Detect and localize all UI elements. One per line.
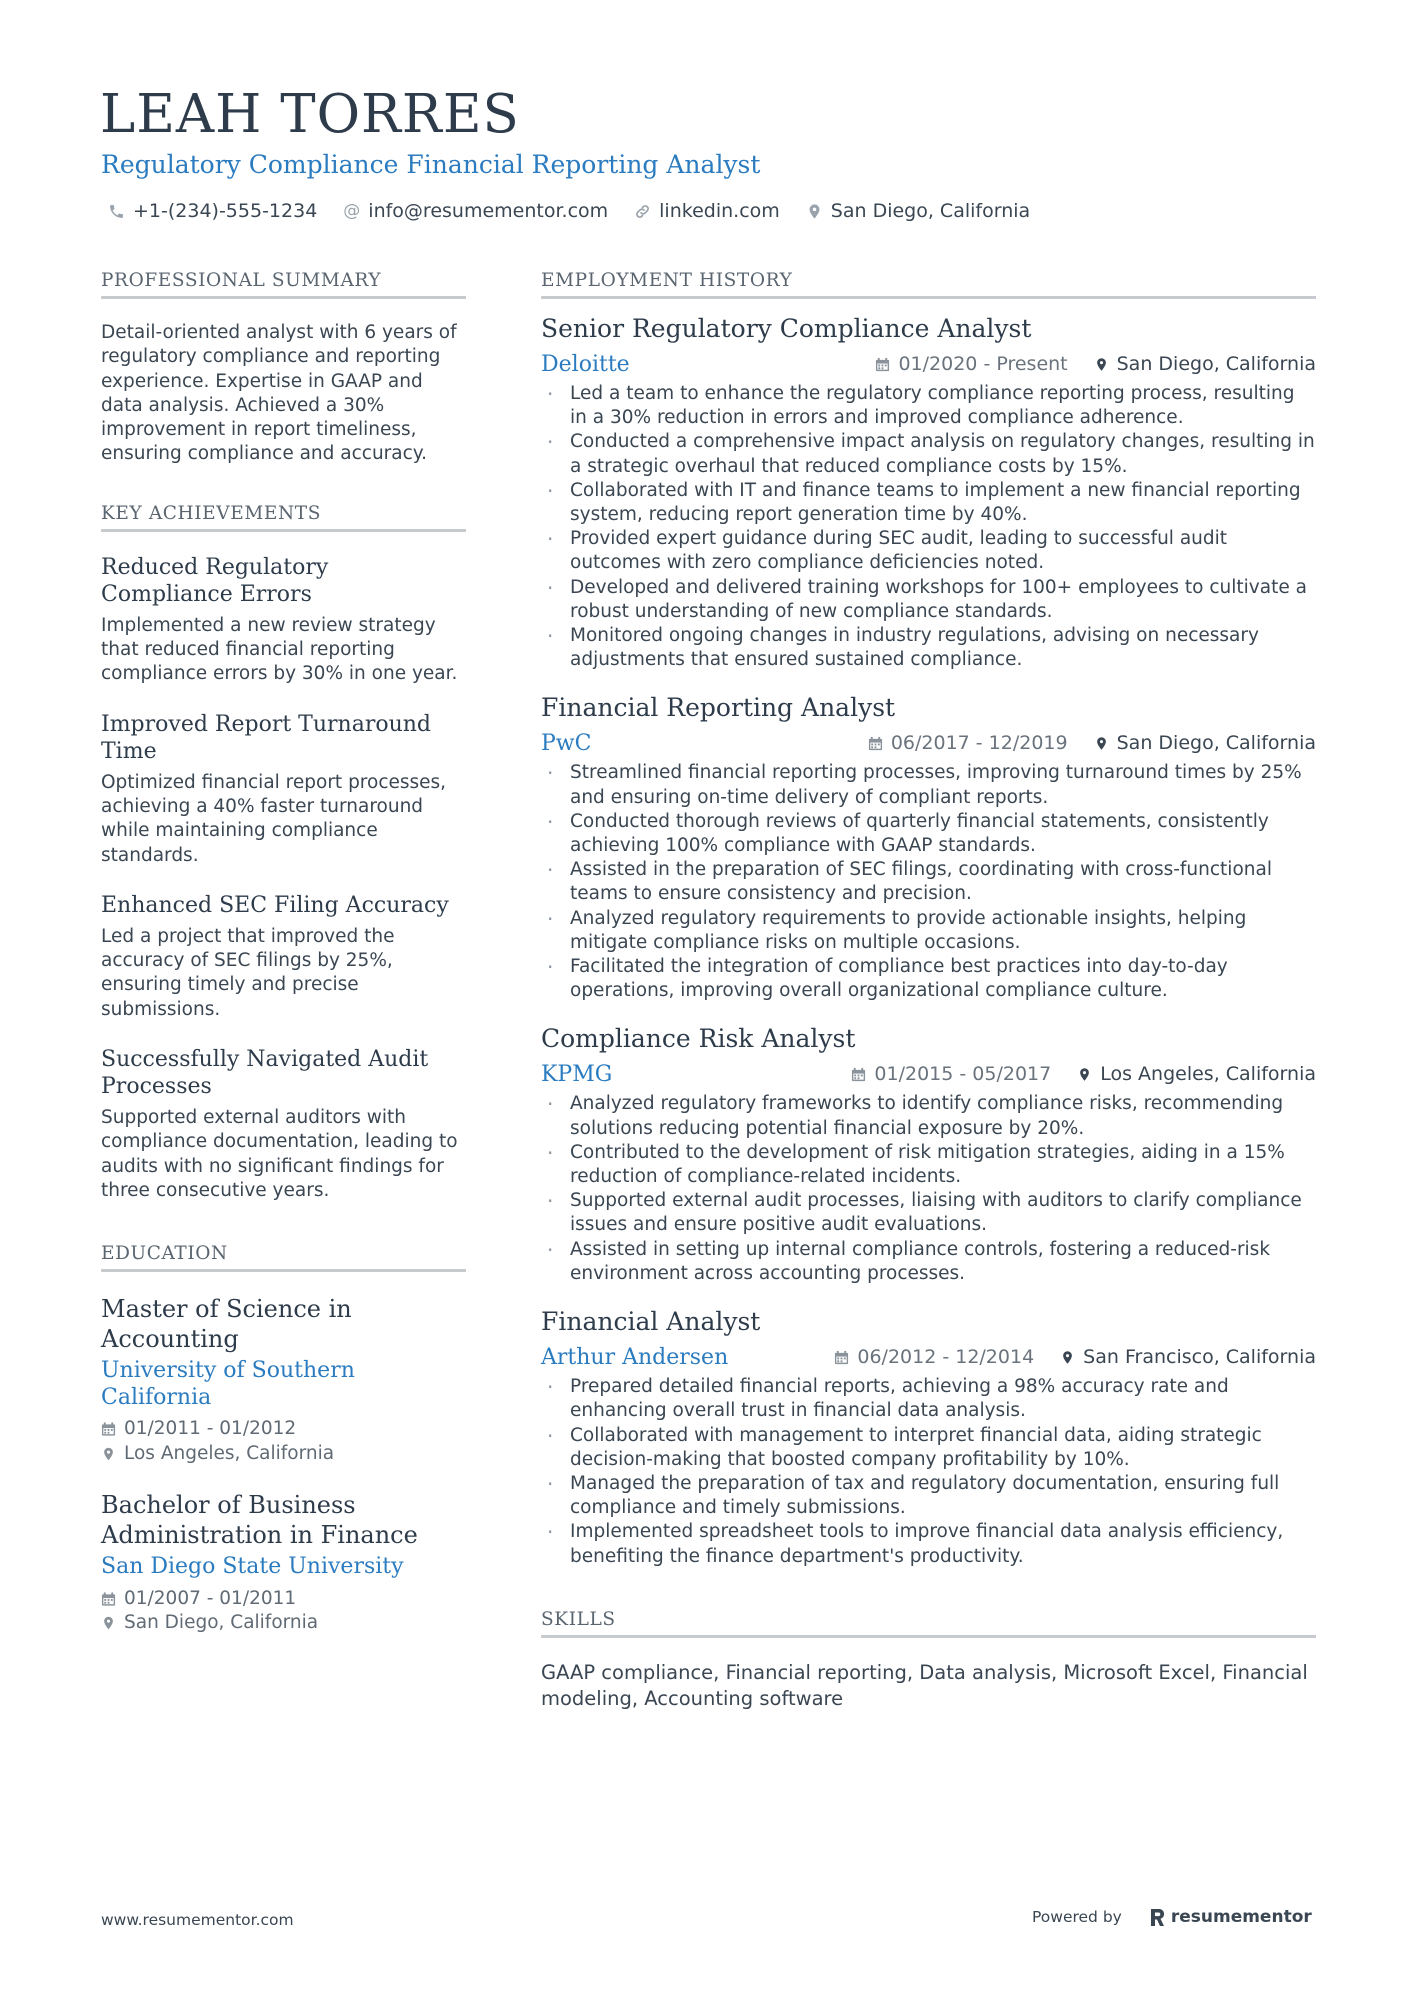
job-bullet: · Assisted in the preparation of SEC filings, coordinating with cross-functional teams to ensure consistency and precision. — [541, 858, 1316, 906]
education-degree: Master of Science in Accounting — [101, 1295, 352, 1354]
achievement-title: Improved Report Turnaround Time — [101, 711, 432, 764]
achievement-text: Optimized financial report processes, achieving a 40% faster turnaround while maintaining compliance standards. — [101, 771, 447, 866]
job-company: Arthur Andersen — [541, 1344, 729, 1370]
map-pin-icon — [1094, 735, 1109, 752]
location-text: San Diego, California — [830, 200, 1031, 222]
job-location — [1060, 1346, 1316, 1368]
map-pin-icon — [1060, 1349, 1075, 1366]
education-location-text: Los Angeles, California — [124, 1442, 335, 1464]
calendar-icon — [101, 1421, 116, 1437]
job-bullet: · Developed and delivered training workshops for 100+ employees to cultivate a robust understanding of new compliance standards. — [541, 576, 1316, 624]
job-meta — [868, 732, 1316, 754]
summary-heading: PROFESSIONAL SUMMARY — [101, 270, 466, 299]
job-bullet: · Conducted a comprehensive impact analysis on regulatory changes, resulting in a strategic overhaul that reduced compliance costs by 15%. — [541, 430, 1316, 478]
job-bullet: · Conducted thorough reviews of quarterly financial statements, consistently achieving 100% compliance with GAAP standards. — [541, 810, 1316, 858]
job-bullet: · Streamlined financial reporting processes, improving turnaround times by 25% and ensuring on-time delivery of compliant reports. — [541, 761, 1316, 809]
job-header — [541, 1342, 1316, 1372]
job-dates — [868, 732, 1068, 754]
job-bullet: · Assisted in setting up internal compliance controls, fostering a reduced-risk environment across accounting processes. — [541, 1238, 1316, 1286]
achievement-item — [101, 892, 466, 1022]
achievement-item — [101, 711, 466, 868]
job-location-text: San Diego, California — [1116, 353, 1316, 375]
education-item — [101, 1490, 466, 1636]
job-dates-text: 01/2015 - 05/2017 — [874, 1063, 1052, 1086]
right-column — [541, 270, 1316, 1712]
education-dates-text: 01/2007 - 01/2011 — [124, 1587, 297, 1609]
link-icon — [634, 203, 651, 220]
contact-linkedin[interactable] — [634, 200, 780, 222]
job-bullet: · Analyzed regulatory requirements to provide actionable insights, helping mitigate compliance risks on multiple occasions. — [541, 907, 1316, 955]
achievement-text: Led a project that improved the accuracy of SEC filings by 25%, ensuring timely and precise submissions. — [101, 925, 395, 1020]
job-bullet: · Managed the preparation of tax and regulatory documentation, ensuring full compliance and timely submissions. — [541, 1472, 1316, 1520]
job-dates — [834, 1346, 1034, 1368]
powered-by-label: Powered by — [1032, 1908, 1122, 1926]
map-pin-icon — [1094, 356, 1109, 373]
job-entry — [541, 1023, 1316, 1286]
job-title: Financial Reporting Analyst — [541, 693, 896, 723]
achievement-item — [101, 554, 466, 687]
footer-url[interactable]: www.resumementor.com — [101, 1911, 294, 1929]
calendar-icon — [875, 356, 890, 373]
achievement-title: Enhanced SEC Filing Accuracy — [101, 892, 449, 918]
contact-email[interactable] — [343, 200, 608, 222]
phone-text: +1-(234)-555-1234 — [133, 200, 318, 222]
education-degree: Bachelor of Business Administration in Finance — [101, 1491, 418, 1550]
employment-heading: EMPLOYMENT HISTORY — [541, 270, 1316, 299]
calendar-icon — [851, 1066, 866, 1083]
job-bullets — [541, 382, 1316, 672]
skills-text: GAAP compliance, Financial reporting, Data analysis, Microsoft Excel, Financial modeling, Accounting software — [541, 1660, 1308, 1710]
summary-text: Detail-oriented analyst with 6 years of regulatory compliance and reporting experience. Expertise in GAAP and data analysis. Achieved a 30% improvement in report timeliness, ensuring compliance and accuracy. — [101, 322, 457, 465]
education-dates-text: 01/2011 - 01/2012 — [124, 1418, 297, 1440]
job-bullet: · Monitored ongoing changes in industry regulations, advising on necessary adjustments that ensured sustained compliance. — [541, 624, 1316, 672]
job-meta — [834, 1346, 1316, 1368]
job-location — [1094, 353, 1316, 375]
job-location — [1077, 1063, 1316, 1085]
job-bullets — [541, 1092, 1316, 1286]
achievement-title: Successfully Navigated Audit Processes — [101, 1047, 429, 1100]
contact-location — [806, 200, 1030, 222]
education-item — [101, 1294, 466, 1466]
job-header — [541, 728, 1316, 758]
job-dates — [875, 353, 1067, 375]
achievement-text: Implemented a new review strategy that reduced financial reporting compliance errors by 30% in one year. — [101, 614, 458, 685]
contact-bar — [108, 200, 1030, 222]
candidate-name: LEAH TORRES — [100, 84, 520, 145]
education-school: San Diego State University — [101, 1554, 404, 1580]
job-bullet: · Prepared detailed financial reports, achieving a 98% accuracy rate and enhancing overall trust in financial data analysis. — [541, 1375, 1316, 1423]
job-bullet: · Supported external audit processes, liaising with auditors to clarify compliance issues and ensure positive audit evaluations. — [541, 1189, 1316, 1237]
job-location-text: San Francisco, California — [1083, 1346, 1316, 1369]
job-bullet: · Collaborated with management to interpret financial data, aiding strategic decision-making that boosted company profitability by 10%. — [541, 1424, 1316, 1472]
powered-by — [1032, 1907, 1312, 1927]
education-dates — [101, 1587, 466, 1612]
skills-heading: SKILLS — [541, 1609, 1316, 1638]
calendar-icon — [101, 1591, 116, 1607]
job-entry — [541, 692, 1316, 1003]
map-pin-icon — [1077, 1066, 1092, 1083]
education-location — [101, 1442, 466, 1467]
job-bullet: · Facilitated the integration of compliance best practices into day-to-day operations, improving overall organizational compliance culture. — [541, 955, 1316, 1003]
job-location-text: San Diego, California — [1116, 732, 1316, 755]
candidate-role: Regulatory Compliance Financial Reporting Analyst — [101, 150, 761, 179]
achievement-item — [101, 1046, 466, 1203]
job-company: KPMG — [541, 1061, 613, 1087]
job-title: Senior Regulatory Compliance Analyst — [541, 314, 1032, 343]
education-location — [101, 1611, 466, 1636]
job-location-text: Los Angeles, California — [1100, 1063, 1316, 1086]
job-title: Financial Analyst — [541, 1307, 761, 1337]
job-bullet: · Led a team to enhance the regulatory compliance reporting process, resulting in a 30% reduction in errors and improved compliance adherence. — [541, 382, 1316, 430]
achievements-heading: KEY ACHIEVEMENTS — [101, 503, 466, 532]
education-school: University of Southern California — [101, 1358, 355, 1410]
job-meta — [851, 1063, 1316, 1085]
phone-icon — [108, 203, 125, 220]
education-dates — [101, 1417, 466, 1442]
email-text[interactable]: info@resumementor.com — [368, 200, 609, 222]
job-dates-text: 06/2017 - 12/2019 — [890, 732, 1068, 755]
left-column — [101, 270, 466, 1660]
job-entry — [541, 313, 1316, 672]
achievement-text: Supported external auditors with compliance documentation, leading to audits with no significant findings for three consecutive years. — [101, 1107, 458, 1201]
map-pin-icon — [101, 1615, 116, 1631]
brand-name: resumementor — [1170, 1907, 1312, 1927]
job-bullets — [541, 761, 1316, 1003]
job-entry — [541, 1306, 1316, 1569]
contact-phone — [108, 200, 317, 222]
job-company: PwC — [541, 730, 592, 756]
job-bullet: · Collaborated with IT and finance teams to implement a new financial reporting system, reducing report generation time by 40%. — [541, 479, 1316, 527]
job-location — [1094, 732, 1316, 754]
job-header — [541, 1059, 1316, 1089]
map-pin-icon — [101, 1446, 116, 1462]
job-bullet: · Analyzed regulatory frameworks to identify compliance risks, recommending solutions reducing potential financial exposure by 20%. — [541, 1092, 1316, 1140]
job-dates-text: 06/2012 - 12/2014 — [857, 1346, 1035, 1369]
linkedin-text[interactable]: linkedin.com — [659, 200, 780, 222]
brand-logo-icon — [1150, 1908, 1165, 1927]
job-header — [541, 349, 1316, 379]
brand-logo[interactable] — [1150, 1907, 1312, 1927]
achievement-title: Reduced Regulatory Compliance Errors — [101, 554, 329, 607]
job-bullet: · Implemented spreadsheet tools to improve financial data analysis efficiency, benefiting the finance department's productivity. — [541, 1520, 1316, 1568]
at-icon: @ — [343, 201, 361, 221]
job-dates-text: 01/2020 - Present — [898, 353, 1068, 375]
education-heading: EDUCATION — [101, 1243, 466, 1272]
job-bullets — [541, 1375, 1316, 1569]
job-bullet: · Contributed to the development of risk mitigation strategies, aiding in a 15% reduction of compliance-related incidents. — [541, 1141, 1316, 1189]
job-dates — [851, 1063, 1051, 1085]
job-meta — [875, 353, 1316, 375]
education-location-text: San Diego, California — [124, 1612, 319, 1634]
job-bullet: · Provided expert guidance during SEC audit, leading to successful audit outcomes with zero compliance deficiencies noted. — [541, 527, 1316, 575]
calendar-icon — [834, 1349, 849, 1366]
job-title: Compliance Risk Analyst — [541, 1024, 856, 1054]
calendar-icon — [868, 735, 883, 752]
map-pin-icon — [806, 203, 823, 220]
job-company: Deloitte — [541, 351, 630, 377]
